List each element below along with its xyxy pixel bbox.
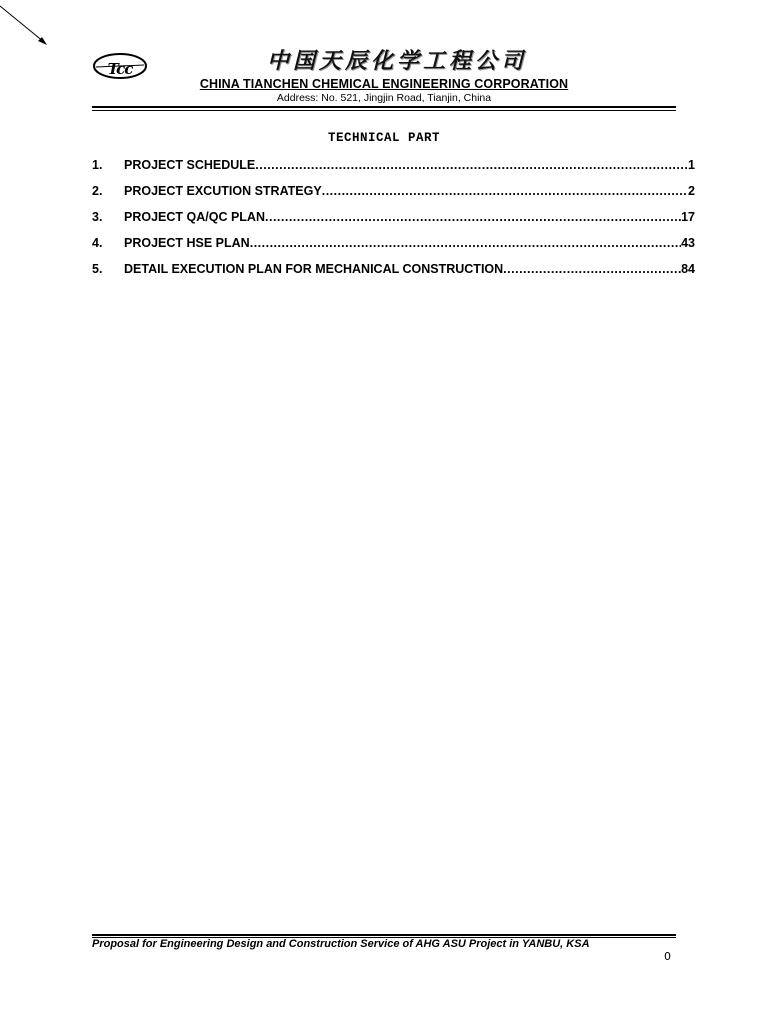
page-number: 0 [664,950,671,963]
letterhead [92,44,676,114]
toc-entry-number: 4. [92,236,103,250]
header-divider [92,106,676,112]
logo-text: Tcc [107,60,133,78]
toc-entry-number: 2. [92,184,103,198]
toc-entry-number: 5. [92,262,103,276]
toc-entry-page: 1 [688,158,695,172]
toc-entry-page: 43 [681,236,695,250]
company-address: Address: No. 521, Jingjin Road, Tianjin, China [276,92,492,104]
toc-entry-page: 84 [681,262,695,276]
toc-entry-title: PROJECT EXCUTION STRATEGY [124,184,322,198]
toc-entry[interactable] [92,236,695,262]
toc-entry-page: 2 [688,184,695,198]
table-of-contents [92,158,695,288]
footer-text: Proposal for Engineering Design and Construction Service of AHG ASU Project in YANBU, KSA [92,938,590,950]
toc-leader-dots [250,236,681,250]
toc-leader-dots [265,210,681,224]
corner-arrow-icon [0,0,56,56]
toc-leader-dots [503,262,681,276]
toc-entry-title: DETAIL EXECUTION PLAN FOR MECHANICAL CONSTRUCTION [124,262,504,276]
toc-entry[interactable] [92,262,695,288]
toc-entry-page: 17 [681,210,695,224]
company-name-chinese: 中国天辰化学工程公司 [266,48,527,74]
toc-entry[interactable] [92,158,695,184]
toc-entry-number: 3. [92,210,103,224]
company-name-english: CHINA TIANCHEN CHEMICAL ENGINEERING CORPORATION [199,77,569,91]
toc-entry-title: PROJECT QA/QC PLAN [124,210,265,224]
toc-entry-title: PROJECT HSE PLAN [124,236,250,250]
toc-entry[interactable] [92,184,695,210]
toc-leader-dots [322,184,688,198]
toc-entry[interactable] [92,210,695,236]
toc-leader-dots [255,158,688,172]
section-title: TECHNICAL PART [327,131,441,145]
toc-entry-title: PROJECT SCHEDULE [124,158,256,172]
toc-entry-number: 1. [92,158,103,172]
company-logo [92,50,148,82]
